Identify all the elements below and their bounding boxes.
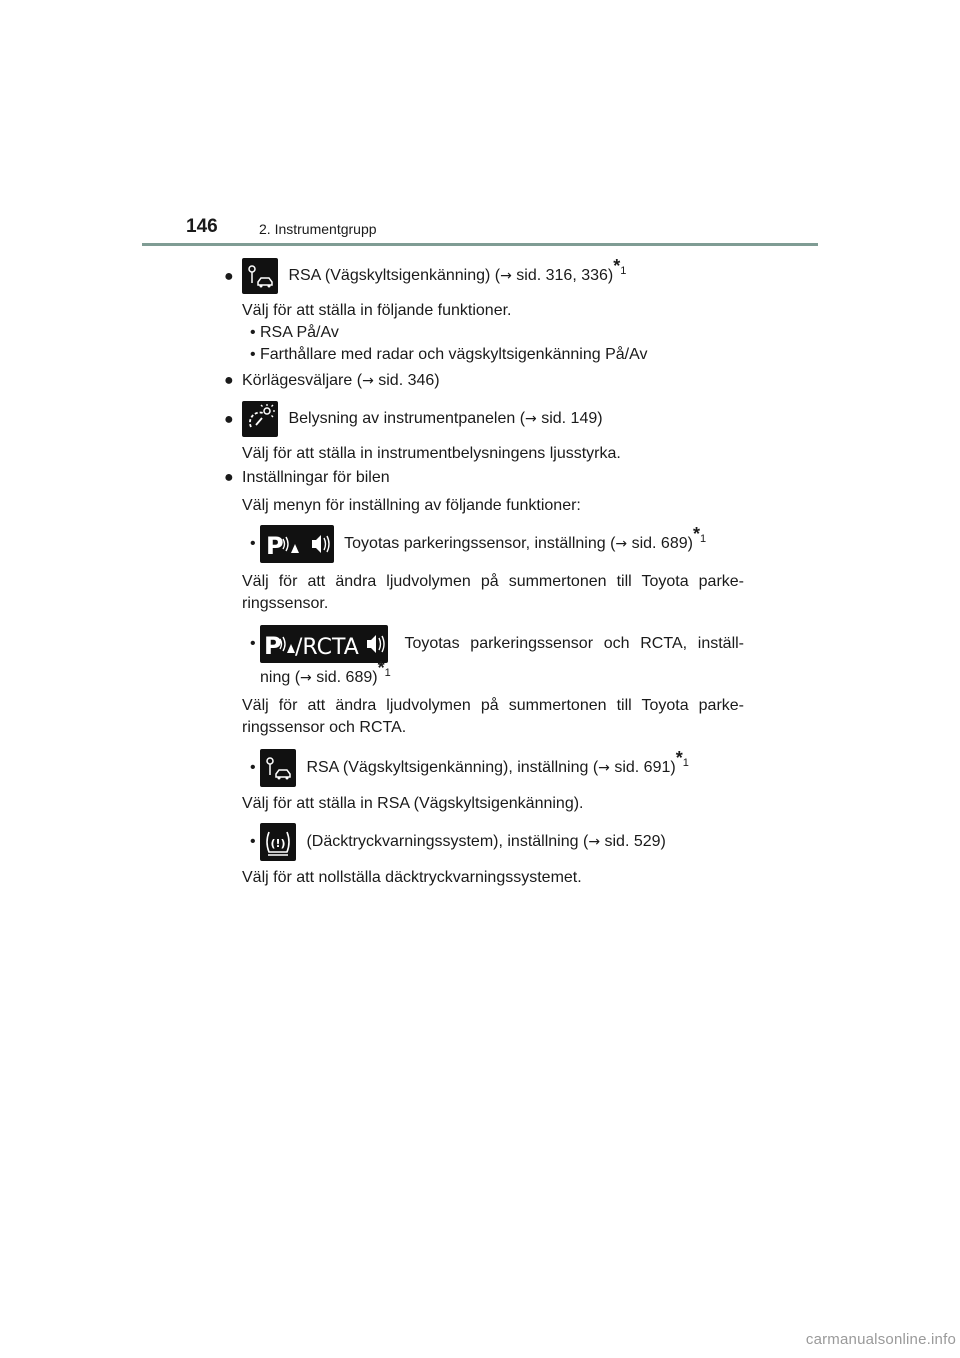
tire-pressure-warning-icon: [260, 823, 296, 861]
arrow-icon: →: [615, 536, 628, 553]
bullet: ●: [224, 268, 234, 285]
parking-sensor-sound-icon: [260, 525, 334, 563]
arrow-icon: →: [500, 268, 512, 285]
rsa-label: RSA (Vägskyltsigenkänning) (: [288, 267, 501, 285]
page-number: 146: [186, 216, 218, 237]
footnote-star: *: [692, 524, 700, 545]
sub-bullet: •: [250, 833, 256, 850]
rsa-setting-label: RSA (Vägskyltsigenkänning), inställning (: [306, 759, 599, 777]
svg-text:P: P: [266, 532, 284, 560]
item-lighting: [224, 401, 744, 437]
item-vehicle-settings: [224, 467, 744, 489]
footnote-number: 1: [620, 265, 627, 278]
footnote-star: *: [613, 256, 621, 277]
arrow-icon: →: [588, 834, 601, 851]
lighting-label: Belysning av instrumentpanelen (: [288, 410, 526, 428]
sub-bullet: •: [250, 346, 256, 363]
section-title: 2. Instrumentgrupp: [259, 221, 377, 237]
item-drive-mode: [224, 370, 744, 392]
parking-ref: sid. 689): [627, 535, 693, 553]
vehicle-desc: Välj menyn för inställning av följande funktioner:: [242, 497, 581, 514]
item-rsa: [224, 258, 744, 294]
rsa-ref: sid. 316, 336): [511, 267, 614, 285]
rsa-setting-ref: sid. 691): [609, 759, 676, 777]
page-header: [0, 0, 960, 250]
footnote-number: 1: [682, 757, 689, 770]
parking-rcta-desc: Välj för att ändra ljudvolymen på summertonen till Toyota parke-ringssensor och RCTA.: [242, 697, 744, 736]
svg-text:(!): (!): [270, 837, 286, 850]
parking-label: Toyotas parkeringssensor, inställning (: [344, 535, 616, 553]
sub-bullet: •: [250, 535, 256, 552]
rsa-sub-2: [224, 344, 744, 366]
sub-bullet: •: [250, 324, 256, 341]
tire-desc: Välj för att nollställa däcktryckvarningssystemet.: [242, 869, 582, 886]
arrow-icon: →: [300, 670, 312, 686]
watermark: carmanualsonline.info: [805, 1331, 956, 1348]
road-sign-car-icon: [242, 258, 278, 294]
icon-text-rcta: /RCTA: [295, 635, 359, 660]
rsa-desc: Välj för att ställa in följande funktioner.: [242, 302, 512, 319]
parking-rcta-label: Toyotas parkeringssensor och RCTA, inställ-: [404, 635, 745, 653]
footnote-star: *: [377, 658, 385, 678]
road-sign-car-icon: [260, 749, 296, 787]
footnote-number: 1: [384, 667, 391, 679]
bullet: ●: [224, 469, 234, 486]
arrow-icon: →: [598, 760, 610, 777]
tire-ref: sid. 529): [600, 833, 666, 851]
parking-rcta-sound-icon: [260, 625, 388, 663]
drive-mode-label: Körlägesväljare (: [242, 372, 363, 389]
page-content: [224, 258, 744, 889]
instrument-brightness-icon: [242, 401, 278, 437]
header-divider: [142, 243, 818, 246]
rsa-sub-2-text: Farthållare med radar och vägskyltsigenkänning På/Av: [260, 346, 648, 363]
sub-parking-sensor: [224, 525, 744, 563]
drive-mode-ref: sid. 346): [373, 372, 440, 389]
parking-rcta-label2: ning (: [260, 669, 301, 686]
lighting-desc: Välj för att ställa in instrumentbelysningens ljusstyrka.: [242, 445, 621, 462]
bullet: ●: [224, 372, 234, 389]
rsa-setting-desc: Välj för att ställa in RSA (Vägskyltsigenkänning).: [242, 795, 584, 812]
sub-bullet: •: [250, 635, 256, 652]
footnote-star: *: [675, 748, 683, 769]
icon-text-p: P: [264, 632, 282, 660]
parking-rcta-label-cont: [224, 658, 744, 689]
tire-label: (Däcktryckvarningssystem), inställning (: [306, 833, 589, 851]
vehicle-label: Inställningar för bilen: [242, 469, 390, 486]
rsa-sub-1: [224, 322, 744, 344]
parking-desc: Välj för att ändra ljudvolymen på summertonen till Toyota parke-ringssensor.: [242, 573, 744, 612]
sub-bullet: •: [250, 759, 256, 776]
rsa-sub-1-text: RSA På/Av: [260, 324, 339, 341]
sub-parking-rcta: [224, 625, 744, 663]
arrow-icon: →: [525, 411, 537, 428]
bullet: ●: [224, 411, 234, 428]
lighting-ref: sid. 149): [536, 410, 603, 428]
sub-rsa-setting: [224, 749, 744, 787]
parking-rcta-ref: sid. 689): [311, 669, 378, 686]
sub-tire-pressure: [224, 823, 744, 861]
arrow-icon: →: [362, 373, 374, 389]
footnote-number: 1: [699, 533, 707, 546]
